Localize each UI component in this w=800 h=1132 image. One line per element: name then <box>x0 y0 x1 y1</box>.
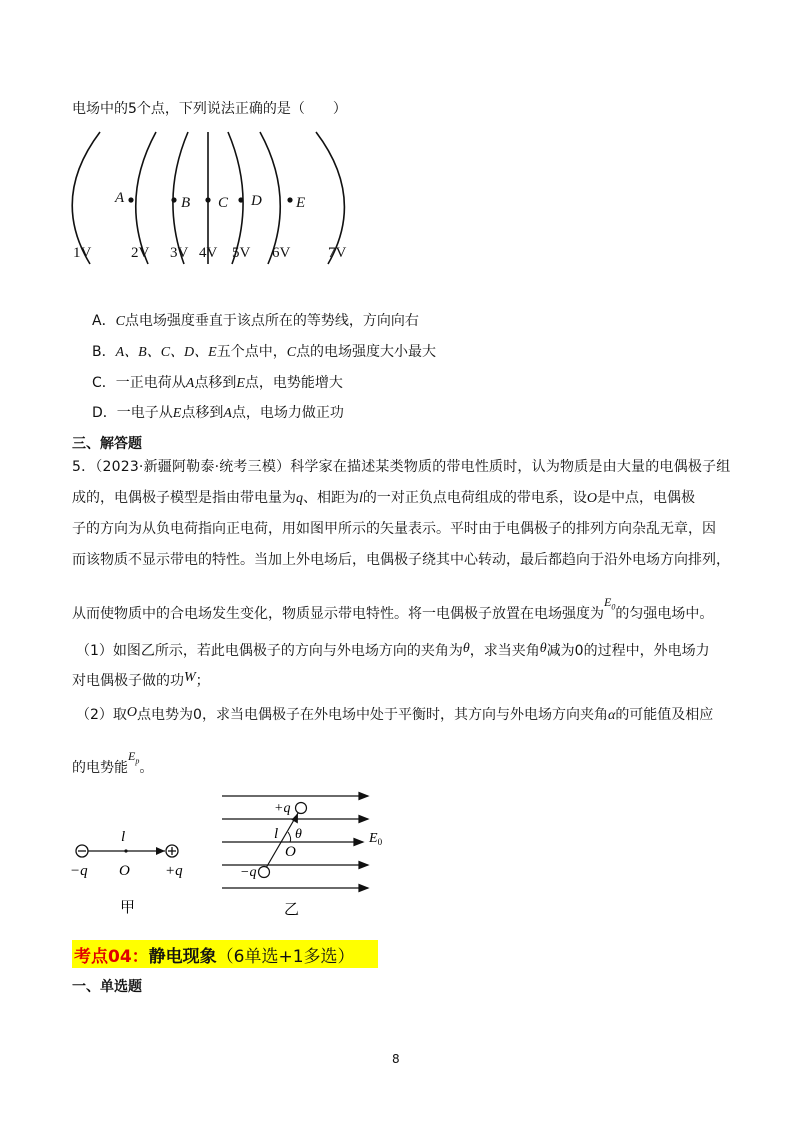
q5-sub1-line-1: （1）如图乙所示，若此电偶极子的方向与外电场方向的夹角为θ，求当夹角θ减为0的过程中，外电场力 <box>76 641 710 659</box>
point-b-label: B <box>181 195 191 211</box>
voltage-label-4: 4V <box>199 245 218 261</box>
label-neg-q: −q <box>70 863 88 879</box>
point-b-dot <box>171 197 176 202</box>
label-o: O <box>285 844 296 860</box>
theta-arc <box>288 832 291 842</box>
voltage-label-5: 5V <box>232 245 251 261</box>
q5-line-5: 从而使物质中的合电场发生变化，物质显示带电特性。将一电偶极子放置在电场强度为$E_0$的匀强电场中。 <box>72 595 714 622</box>
dipole-figure-jia <box>62 820 202 920</box>
q5-sub1-line-2: 对电偶极子做的功W； <box>72 670 210 689</box>
point-e-label: E <box>296 195 306 211</box>
voltage-label-3: 3V <box>170 245 189 261</box>
voltage-label-7: 7V <box>328 245 347 261</box>
label-pos-q: +q <box>274 801 291 816</box>
label-pos-q: +q <box>165 863 183 879</box>
q5-line-2: 成的，电偶极子模型是指由带电量为q、相距为l的一对正负点电荷组成的带电系，设O是中点，电偶极 <box>72 490 696 506</box>
positive-charge-icon <box>296 803 307 814</box>
e0-symbol: $E_0$ <box>604 595 616 612</box>
q4-option-b[interactable]: B．A、B、C、D、E五个点中，C点的电场强度大小最大 <box>92 344 437 360</box>
center-o-dot <box>124 849 127 852</box>
section-1-heading: 一、单选题 <box>72 979 142 995</box>
point-e-dot <box>287 197 292 202</box>
page-number: 8 <box>392 1052 400 1066</box>
q4-option-c[interactable]: C．一正电荷从A点移到E点，电势能增大 <box>92 375 343 391</box>
q5-sub2-line-2: 的电势能$E_p$。 <box>72 749 154 776</box>
q4-option-d[interactable]: D．一电子从E点移到A点，电场力做正功 <box>92 405 344 421</box>
voltage-label-1: 1V <box>73 245 92 261</box>
point-a-label: A <box>115 190 125 206</box>
label-e0: $E_0$ <box>369 831 383 847</box>
dipole-figure-yi <box>218 790 398 922</box>
section-3-heading: 三、解答题 <box>72 436 142 452</box>
kaodian-heading: 考点04：静电现象（6单选+1多选） <box>74 947 355 967</box>
q5-line-3: 子的方向为从负电荷指向正电荷，用如图甲所示的矢量表示。平时由于电偶极子的排列方向杂乱无章，因 <box>72 521 716 537</box>
equipotential-figure <box>60 128 370 268</box>
q5-line-1: 5．（2023·新疆阿勒泰·统考三模）科学家在描述某类物质的带电性质时，认为物质是由大量的电偶极子组 <box>72 459 731 475</box>
caption-jia: 甲 <box>120 900 136 916</box>
q4-stem: 电场中的5个点，下列说法正确的是（ ） <box>72 101 347 117</box>
point-a-dot <box>128 197 133 202</box>
caption-yi: 乙 <box>284 902 300 918</box>
point-d-dot <box>238 197 243 202</box>
dipole-arrowhead <box>156 847 165 855</box>
q5-line-4: 而该物质不显示带电的特性。当加上外电场后，电偶极子绕其中心转动，最后都趋向于沿外电场方向排列， <box>72 552 730 568</box>
label-l: l <box>274 826 279 842</box>
q5-sub2-line-1: （2）取O点电势为0，求当电偶极子在外电场中处于平衡时，其方向与外电场方向夹角α的可能值及相应 <box>76 705 714 723</box>
ep-symbol: $E_p$ <box>128 749 140 766</box>
voltage-label-2: 2V <box>131 245 150 261</box>
label-l: l <box>121 829 126 845</box>
negative-charge-icon <box>259 867 270 878</box>
point-d-label: D <box>251 193 262 209</box>
q4-option-a[interactable]: A．C点电场强度垂直于该点所在的等势线，方向向右 <box>92 313 419 329</box>
voltage-label-6: 6V <box>272 245 291 261</box>
label-o: O <box>119 863 130 879</box>
point-c-label: C <box>218 195 229 211</box>
label-theta: θ <box>295 827 302 842</box>
label-neg-q: −q <box>240 865 257 880</box>
point-c-dot <box>205 197 210 202</box>
